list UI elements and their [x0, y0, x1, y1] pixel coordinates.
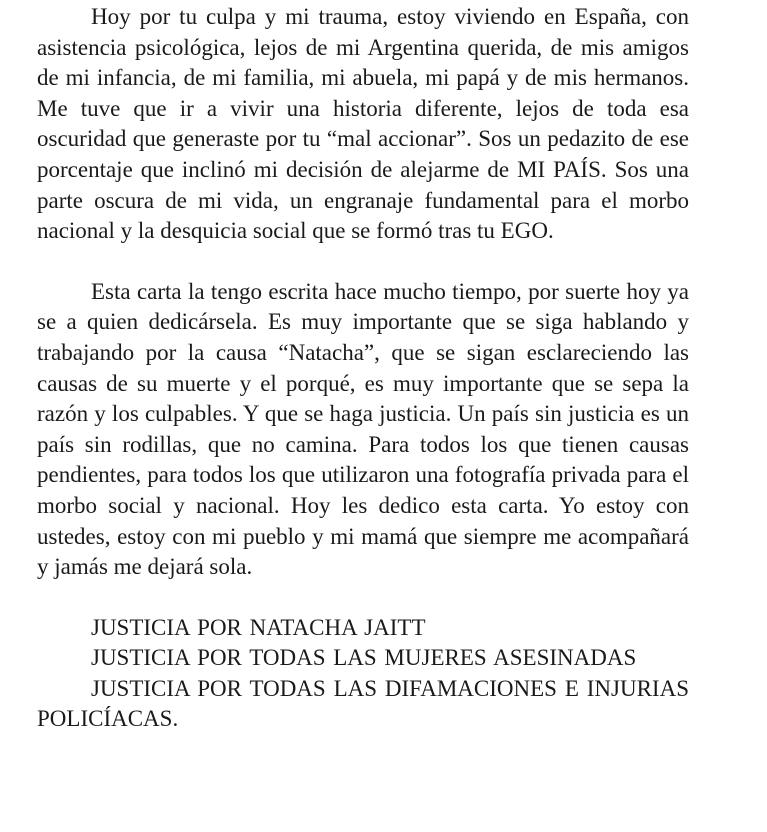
- closing-line-difamaciones: JUSTICIA POR TODAS LAS DIFAMACIONES E INJURIAS POLICÍACAS.: [37, 675, 689, 732]
- letter-paragraph-1: Hoy por tu culpa y mi trauma, estoy viviendo en España, con asistencia psicológica, lejos de mi Argentina querida, de mis amigos de mi infancia, de mi familia, mi abuela, mi papá y de mis hermanos. Me tuve que ir a vivir una historia diferente, lejos de toda esa oscuridad que generaste por tu “mal accionar”. Sos un pedazito de ese porcentaje que inclinó mi decisión de alejarme de MI PAÍS. Sos una parte oscura de mi vida, un engranaje fundamental para el morbo nacional y la desquicia social que se formó tras tu EGO.: [37, 4, 689, 244]
- letter-page: [37, 2, 689, 735]
- closing-demands: [37, 613, 689, 735]
- closing-line-natacha: JUSTICIA POR NATACHA JAITT: [91, 614, 426, 640]
- closing-line-mujeres: JUSTICIA POR TODAS LAS MUJERES ASESINADAS: [91, 645, 637, 671]
- letter-paragraph-2: Esta carta la tengo escrita hace mucho tiempo, por suerte hoy ya se a quien dedicársela. Es muy importante que se siga hablando y trabajando por la causa “Natacha”, que se sigan esclareciendo las causas de su muerte y el porqué, es muy importante que se sepa la razón y los culpables. Y que se haga justicia. Un país sin justicia es un país sin rodillas, que no camina. Para todos los que tienen causas pendientes, para todos los que utilizaron una fotografía privada para el morbo social y nacional. Hoy les dedico esta carta. Yo estoy con ustedes, estoy con mi pueblo y mi mamá que siempre me acompañará y jamás me dejará sola.: [37, 278, 689, 580]
